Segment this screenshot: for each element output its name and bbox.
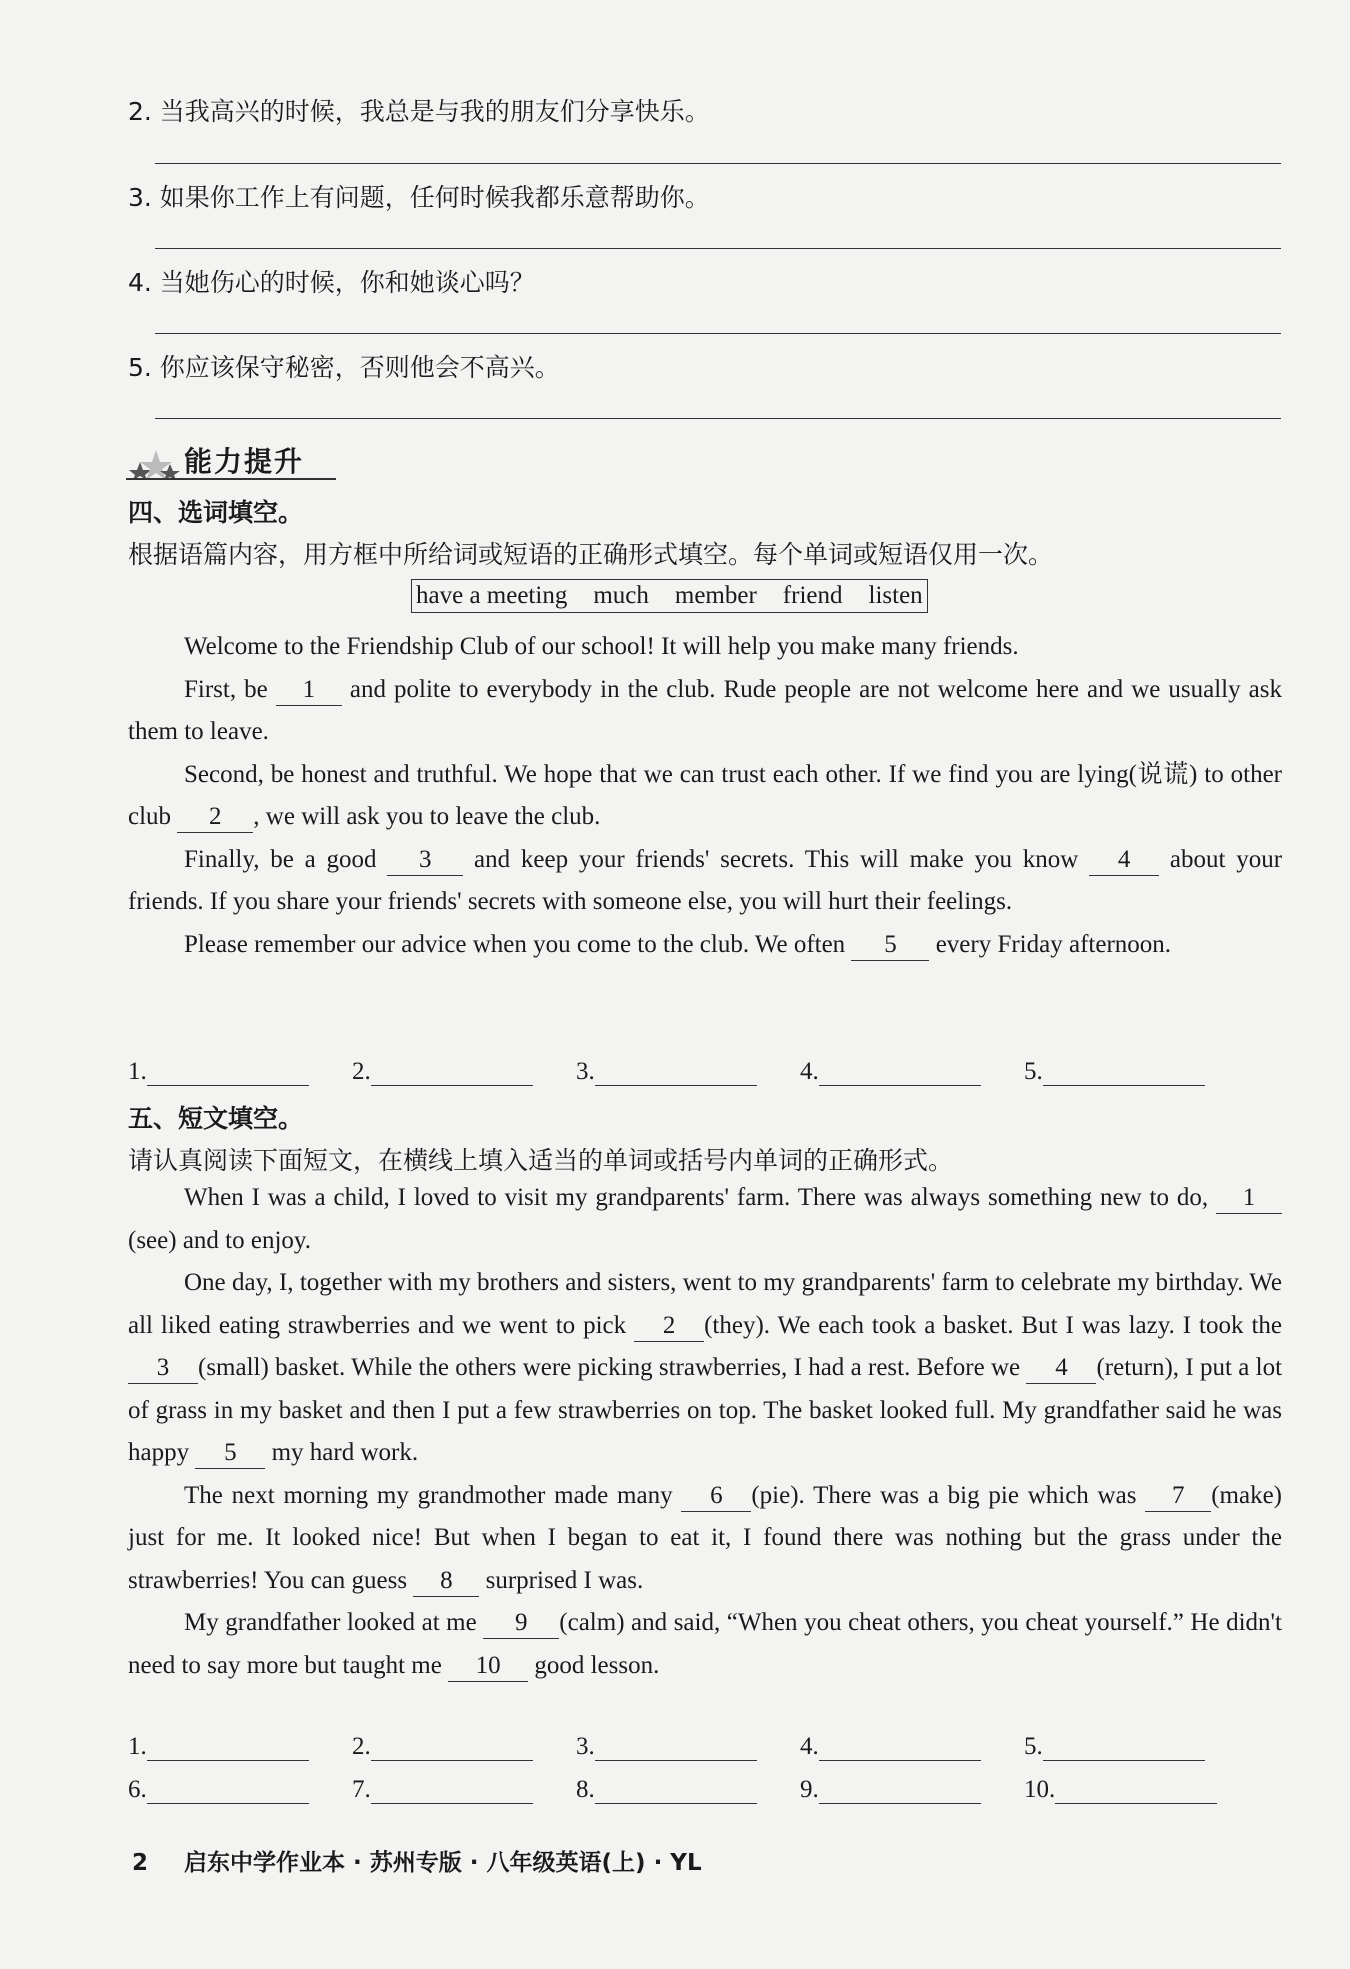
answer-slot[interactable]: 4. bbox=[800, 1733, 981, 1761]
passage-paragraph: First, be 1 and polite to everybody in the club. Rude people are not welcome here and we usually ask them to leave. bbox=[128, 675, 1283, 745]
part4-heading: 四、选词填空。 bbox=[128, 498, 304, 527]
question-2: 2. 当我高兴的时候，我总是与我的朋友们分享快乐。 bbox=[128, 97, 710, 126]
blank-6[interactable]: 6 bbox=[681, 1481, 751, 1512]
answer-line-2[interactable] bbox=[155, 163, 1281, 164]
blank-4[interactable]: 4 bbox=[1026, 1353, 1096, 1384]
blank-8[interactable]: 8 bbox=[413, 1566, 479, 1597]
blank-2[interactable]: 2 bbox=[177, 802, 253, 833]
answer-line-4[interactable] bbox=[155, 333, 1281, 334]
page-number: 2 bbox=[132, 1850, 149, 1876]
answer-slot[interactable]: 10. bbox=[1024, 1776, 1217, 1804]
answer-slot[interactable]: 5. bbox=[1024, 1058, 1205, 1086]
stars-icon bbox=[126, 440, 186, 480]
answer-slot[interactable]: 1. bbox=[128, 1058, 309, 1086]
blank-10[interactable]: 10 bbox=[448, 1651, 528, 1682]
answer-slot[interactable]: 2. bbox=[352, 1733, 533, 1761]
blank-3[interactable]: 3 bbox=[128, 1353, 198, 1384]
question-4: 4. 当她伤心的时候，你和她谈心吗？ bbox=[128, 268, 535, 297]
word-option: member bbox=[674, 582, 757, 609]
blank-3[interactable]: 3 bbox=[387, 845, 463, 876]
word-option: friend bbox=[782, 582, 843, 609]
section-banner bbox=[126, 440, 336, 480]
answer-slot[interactable]: 7. bbox=[352, 1776, 533, 1804]
question-5: 5. 你应该保守秘密，否则他会不高兴。 bbox=[128, 353, 560, 382]
book-title: 启东中学作业本 · 苏州专版 · 八年级英语(上) · YL bbox=[184, 1850, 702, 1876]
word-option: have a meeting bbox=[416, 582, 568, 609]
part5-instruction: 请认真阅读下面短文，在横线上填入适当的单词或括号内单词的正确形式。 bbox=[128, 1146, 954, 1175]
answer-slot[interactable]: 1. bbox=[128, 1733, 309, 1761]
question-3: 3. 如果你工作上有问题，任何时候我都乐意帮助你。 bbox=[128, 183, 710, 212]
word-box bbox=[411, 579, 928, 613]
answer-slot[interactable]: 3. bbox=[576, 1058, 757, 1086]
blank-1[interactable]: 1 bbox=[1216, 1183, 1282, 1214]
passage-paragraph: The next morning my grandmother made many 6 (pie). There was a big pie which was 7 (make) just for me. It looked nice! But when I began to eat it, I found there was nothing but the grass under the strawberries! You can guess 8 surprised I was. bbox=[128, 1475, 1282, 1603]
banner-underline bbox=[126, 478, 336, 480]
part5-passage bbox=[128, 1177, 1282, 1687]
passage-paragraph: Welcome to the Friendship Club of our school! It will help you make many friends. bbox=[184, 633, 1019, 660]
answer-slot[interactable]: 2. bbox=[352, 1058, 533, 1086]
part4-instruction: 根据语篇内容，用方框中所给词或短语的正确形式填空。每个单词或短语仅用一次。 bbox=[128, 540, 1054, 569]
passage-paragraph: Finally, be a good 3 and keep your friends' secrets. This will make you know 4 about your friends. If you share your friends' secrets with someone else, you will hurt their feelings. bbox=[128, 845, 1283, 915]
blank-2[interactable]: 2 bbox=[634, 1311, 704, 1342]
answer-slot[interactable]: 6. bbox=[128, 1776, 309, 1804]
blank-4[interactable]: 4 bbox=[1089, 845, 1159, 876]
part4-passage bbox=[128, 626, 1282, 966]
blank-9[interactable]: 9 bbox=[483, 1608, 559, 1639]
answer-line-5[interactable] bbox=[155, 418, 1281, 419]
answer-slot[interactable]: 4. bbox=[800, 1058, 981, 1086]
blank-5[interactable]: 5 bbox=[195, 1438, 265, 1469]
word-option: listen bbox=[868, 582, 923, 609]
blank-7[interactable]: 7 bbox=[1145, 1481, 1211, 1512]
word-option: much bbox=[593, 582, 649, 609]
answer-slot[interactable]: 9. bbox=[800, 1776, 981, 1804]
passage-paragraph: When I was a child, I loved to visit my grandparents' farm. There was always something new to do, 1(see) and to enjoy. bbox=[128, 1177, 1282, 1262]
passage-paragraph: Please remember our advice when you come to the club. We often 5 every Friday afternoon. bbox=[128, 924, 1282, 967]
answer-slot[interactable]: 3. bbox=[576, 1733, 757, 1761]
page-footer bbox=[132, 1844, 702, 1877]
passage-paragraph: My grandfather looked at me 9 (calm) and said, “When you cheat others, you cheat yourself.” He didn't need to say more but taught me 10 good lesson. bbox=[128, 1602, 1282, 1687]
answer-slot[interactable]: 8. bbox=[576, 1776, 757, 1804]
blank-1[interactable]: 1 bbox=[276, 675, 342, 706]
blank-5[interactable]: 5 bbox=[851, 930, 929, 961]
answer-line-3[interactable] bbox=[155, 248, 1281, 249]
passage-paragraph: One day, I, together with my brothers and sisters, went to my grandparents' farm to celebrate my birthday. We all liked eating strawberries and we went to pick 2 (they). We each took a basket. But I was lazy. I took the 3 (small) basket. While the others were picking strawberries, I had a rest. Before we 4 (return), I put a lot of grass in my basket and then I put a few strawberries on top. The basket looked full. My grandfather said he was happy 5 my hard work. bbox=[128, 1262, 1282, 1475]
passage-paragraph: Second, be honest and truthful. We hope that we can trust each other. If we find you are lying(说谎) to other club 2 , we will ask you to leave the club. bbox=[128, 754, 1282, 839]
part5-heading: 五、短文填空。 bbox=[128, 1104, 304, 1133]
answer-slot[interactable]: 5. bbox=[1024, 1733, 1205, 1761]
section-banner-title: 能力提升 bbox=[184, 445, 305, 478]
